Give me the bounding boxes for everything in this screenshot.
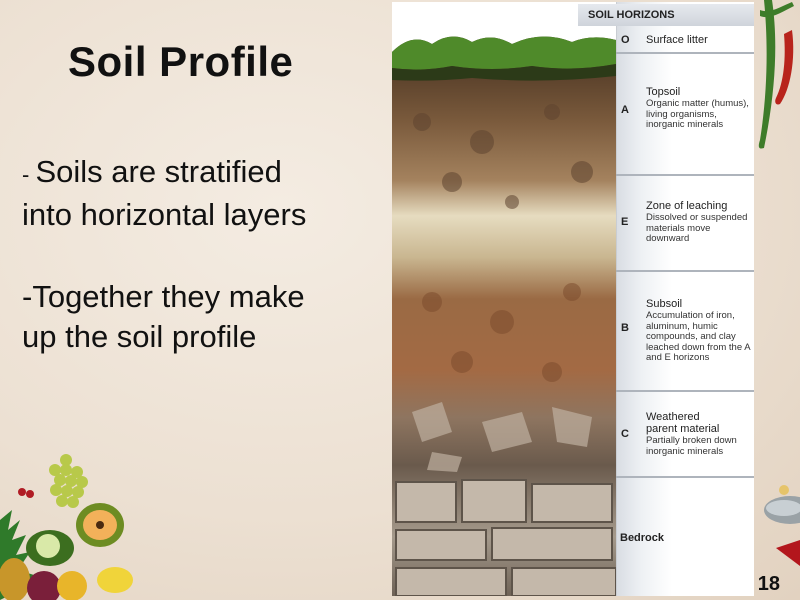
horizon-description: Dissolved or suspended materials move downward xyxy=(646,212,748,244)
horizon-letter: O xyxy=(621,34,630,46)
horizon-e xyxy=(616,174,754,270)
horizon-letter: C xyxy=(621,428,629,440)
slide-number: 18 xyxy=(757,573,780,595)
bullet-1-text: Soils are stratified xyxy=(35,154,282,189)
horizon-name: Subsoil xyxy=(646,298,683,310)
bullet-dash: - xyxy=(22,162,36,187)
horizon-letter: E xyxy=(621,216,629,228)
horizon-divider xyxy=(616,476,754,478)
horizon-o xyxy=(616,30,754,52)
horizon-b xyxy=(616,270,754,390)
horizon-letter: B xyxy=(621,322,629,334)
soil-profile-photo xyxy=(392,2,616,596)
soil-horizons-header: SOIL HORIZONS xyxy=(578,4,754,26)
horizon-divider xyxy=(616,174,754,176)
horizon-description: Partially broken down inorganic minerals xyxy=(646,435,737,457)
horizon-letter: A xyxy=(621,104,629,116)
bullet-1-line-2: into horizontal layers xyxy=(22,197,307,232)
horizon-name: Zone of leaching xyxy=(646,200,728,212)
horizon-description: Organic matter (humus), living organisms, inorganic minerals xyxy=(646,98,749,130)
pepper-decoration-image xyxy=(752,0,800,150)
bullet-1-line-1 xyxy=(22,152,382,195)
slide-body xyxy=(22,152,382,357)
bullet-2-line-2: up the soil profile xyxy=(22,319,257,354)
horizon-a xyxy=(616,52,754,174)
bullet-2-line-1: -Together they make xyxy=(22,279,305,314)
horizon-name: Weathered parent material xyxy=(646,411,720,435)
horizon-name: Surface litter xyxy=(646,34,708,46)
horizon-divider xyxy=(616,390,754,392)
slide-title: Soil Profile xyxy=(68,38,294,85)
horizon-description: Accumulation of iron, aluminum, humic compounds, and clay leached down from the A and E horizons xyxy=(646,310,751,363)
fruit-decoration-image xyxy=(0,440,140,600)
bullet-spacer xyxy=(22,235,382,277)
horizon-c xyxy=(616,390,754,476)
horizon-name: Bedrock xyxy=(620,532,665,544)
horizon-divider xyxy=(616,270,754,272)
horizon-name: Topsoil xyxy=(646,86,681,98)
soil-horizons-figure xyxy=(392,2,754,596)
horizon-bedrock xyxy=(616,476,754,596)
horizon-divider xyxy=(616,52,754,54)
